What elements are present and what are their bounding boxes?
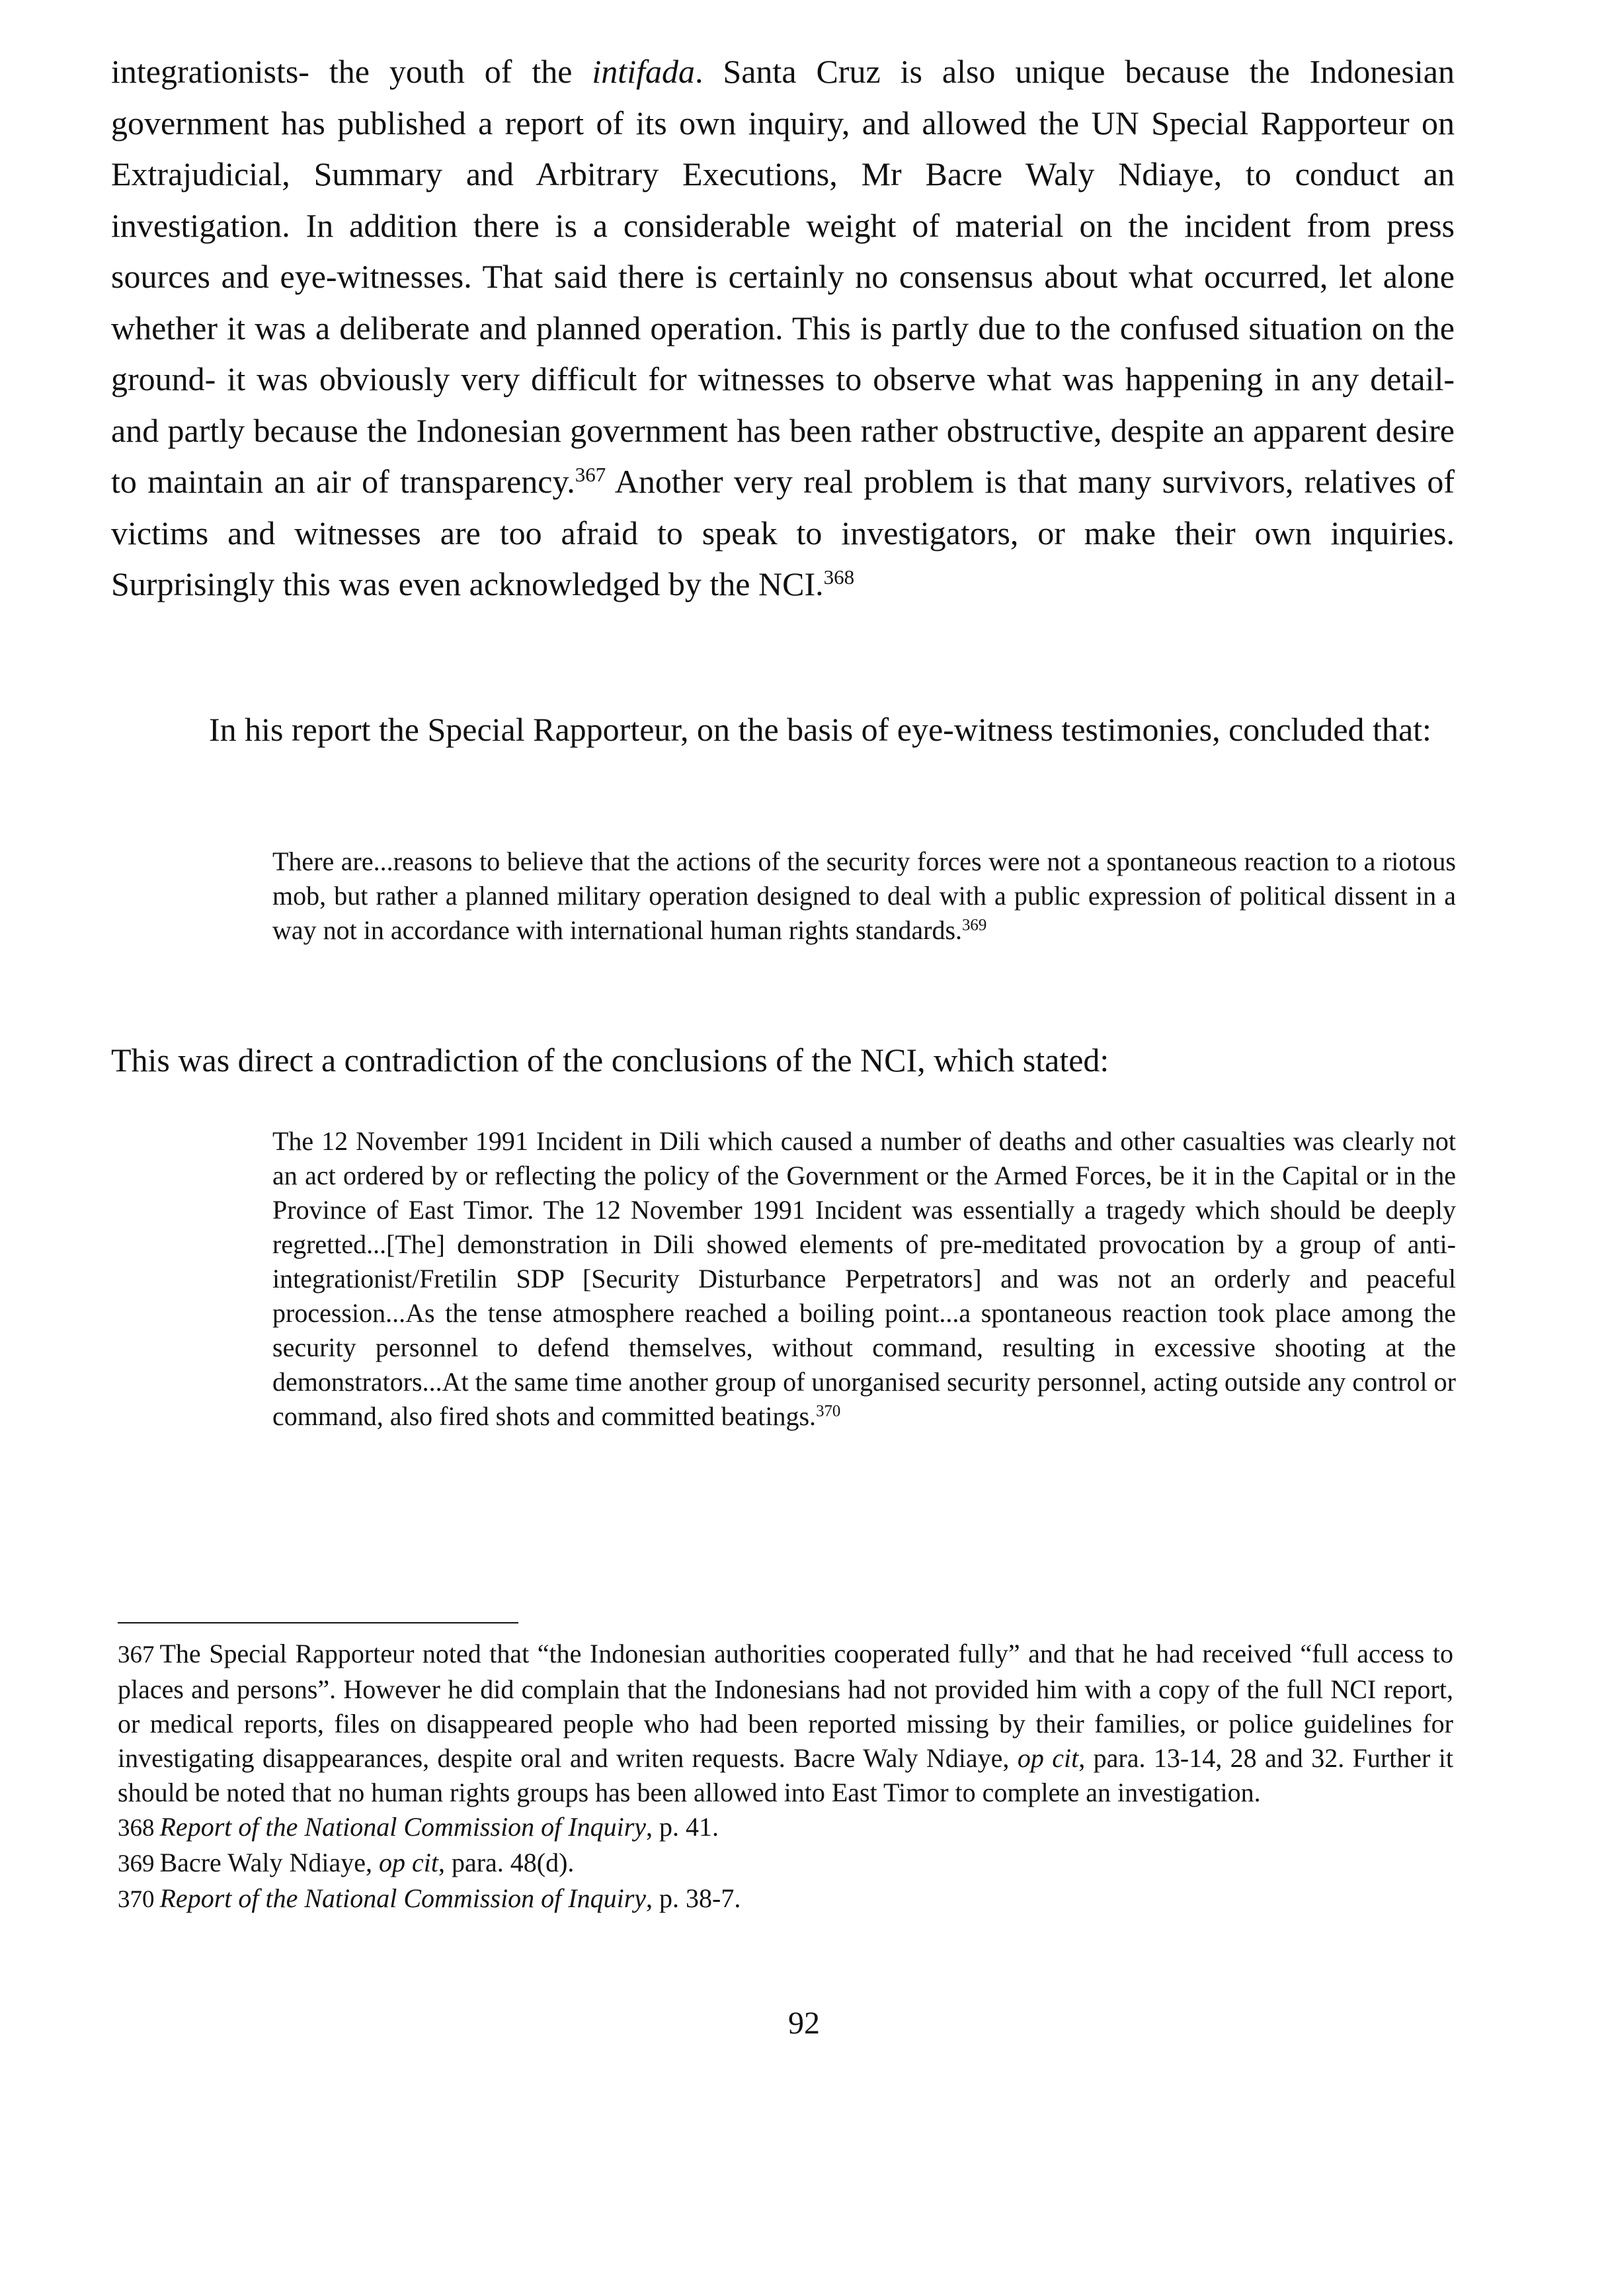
para1-text-a: integrationists- the youth of the (111, 53, 592, 90)
block-quote-nci (272, 1124, 1456, 1434)
footnote-ref-370[interactable]: 370 (816, 1402, 841, 1420)
para1-text-c: Another very real problem is that many survivors, relatives of victims and witnesses are too afraid to speak to investigators, or make their own inquiries. Surprisingly this was even acknowledged by the NCI. (111, 463, 1455, 602)
intifada-term: intifada (592, 53, 695, 90)
footnote-number: 370 (118, 1886, 155, 1913)
footnote-text: , p. 41. (646, 1812, 719, 1842)
footnote-text: The Special Rapporteur noted that “the Indonesian authorities cooperated fully” and that he had received “full access to places and persons”. However he did complain that the Indonesians had not provided him with a copy of the full NCI report, or medical reports, files on disappeared people who had been reported missing by their families, or police guidelines for investigating disappearances, despite oral and writen requests. Bacre Waly Ndiaye, (118, 1639, 1453, 1773)
footnote-ref-368[interactable]: 368 (823, 565, 855, 589)
body-paragraph-3: This was direct a contradiction of the conclusions of the NCI, which stated: (111, 1042, 1109, 1079)
footnote-text: Bacre Waly Ndiaye, (159, 1848, 379, 1877)
para1-text-b: . Santa Cruz is also unique because the Indonesian government has published a report of its own inquiry, and allowed the UN Special Rapporteur on Extrajudicial, Summary and Arbitrary Executions, Mr Bacre Waly Ndiaye, to conduct an investigation. In addition there is a considerable weight of material on the incident from press sources and eye-witnesses. That said there is certainly no consensus about what occurred, let alone whether it was a deliberate and planned operation. This is partly due to the confused situation on the ground- it was obviously very difficult for witnesses to observe what was happening in any detail- and partly because the Indonesian government has been rather obstructive, despite an apparent desire to maintain an air of transparency. (111, 53, 1455, 500)
quote1-text: There are...reasons to believe that the actions of the security forces were not a spontaneous reaction to a riotous mob, but rather a planned military operation designed to deal with a public expression of political dissent in a way not in accordance with international human rights standards. (272, 846, 1456, 945)
footnote-number: 369 (118, 1850, 155, 1877)
footnote-text: , p. 38-7. (646, 1883, 741, 1913)
footnotes (118, 1637, 1453, 1917)
page-number: 92 (788, 2006, 820, 2041)
body-paragraph-2: In his report the Special Rapporteur, on the basis of eye-witness testimonies, concluded that: (209, 711, 1431, 748)
footnote-368 (118, 1810, 1453, 1846)
footnote-ref-367[interactable]: 367 (575, 462, 606, 486)
footnote-italic: op cit (1017, 1743, 1079, 1773)
footnote-number: 367 (118, 1641, 155, 1668)
quote2-text: The 12 November 1991 Incident in Dili which caused a number of deaths and other casualties was clearly not an act ordered by or reflecting the policy of the Government or the Armed Forces, be it in the Capital or in the Province of East Timor. The 12 November 1991 Incident was essentially a tragedy which should be deeply regretted...[The] demonstration in Dili showed elements of pre-meditated provocation by a group of anti-integrationist/Fretilin SDP [Security Disturbance Perpetrators] and was not an orderly and peaceful procession...As the tense atmosphere reached a boiling point...a spontaneous reaction took place among the security personnel to defend themselves, without command, resulting in excessive shooting at the demonstrators...At the same time another group of unorganised security personnel, acting outside any control or command, also fired shots and committed beatings. (272, 1126, 1456, 1431)
footnote-italic: op cit (378, 1848, 438, 1877)
footnote-separator (118, 1622, 518, 1623)
footnote-italic: Report of the National Commission of Inquiry (159, 1883, 647, 1913)
footnote-text: , para. 48(d). (438, 1848, 575, 1877)
footnote-ref-369[interactable]: 369 (962, 916, 987, 934)
footnote-text: , para. 13-14, 28 and 32. Further it should be noted that no human rights groups has been allowed into East Timor to complete an investigation. (118, 1743, 1454, 1807)
footnote-370 (118, 1881, 1453, 1917)
footnote-number: 368 (118, 1815, 155, 1842)
footnote-369 (118, 1846, 1453, 1881)
footnote-367 (118, 1637, 1453, 1810)
body-paragraph-1 (111, 46, 1455, 610)
block-quote-rapporteur (272, 844, 1456, 948)
footnote-italic: Report of the National Commission of Inquiry (159, 1812, 647, 1842)
